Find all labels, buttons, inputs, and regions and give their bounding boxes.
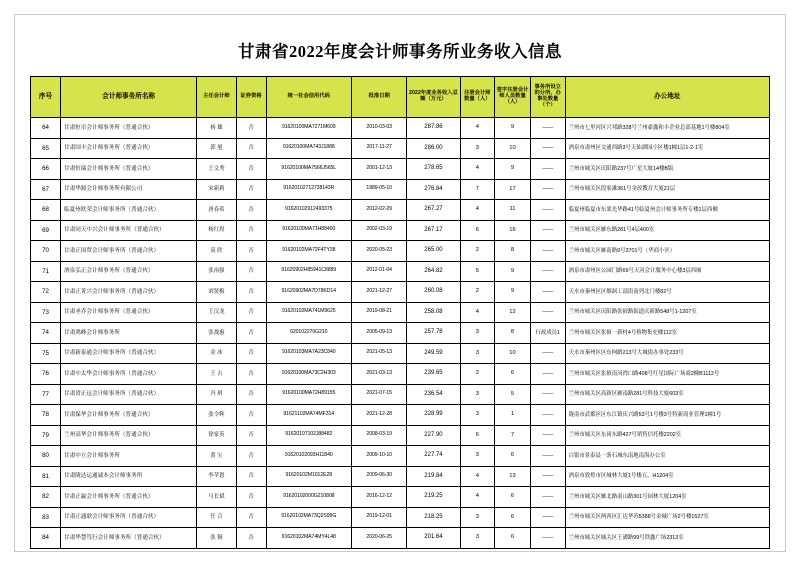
cell-approval-date: 2002-03-19 (351, 220, 406, 241)
table-row (31, 138, 770, 159)
cell-license: 否 (236, 282, 266, 303)
cell-chief-accountant: 高 欣 (197, 241, 236, 262)
cell-firm-name: 甘肃华源会计师事务所有限公司 (61, 179, 197, 200)
cell-credit-code: 91620102712738143R (266, 179, 351, 200)
cell-approval-date: 2001-12-13 (351, 159, 406, 180)
cell-branch-count: —— (530, 179, 565, 200)
cell-license: 否 (236, 179, 266, 200)
cell-office-address: 兰州市城关区高新区雁南路281号科技大厦603室 (565, 384, 769, 405)
cell-firm-name: 甘肃国丰会计师事务所（普通合伙） (61, 138, 197, 159)
cell-branch-count: —— (530, 159, 565, 180)
cell-revenue: 249.59 (407, 343, 460, 364)
cell-revenue: 287.86 (407, 118, 460, 139)
table-row (31, 200, 770, 221)
cell-chief-accountant: 冯 琪 (197, 384, 236, 405)
cell-license: 否 (236, 159, 266, 180)
cell-cpa-count: 4 (460, 159, 495, 180)
cell-branch-count: —— (530, 261, 565, 282)
cell-credit-code: 91620107102J88482 (266, 425, 351, 446)
cell-approval-date: 2008-03-19 (351, 425, 406, 446)
column-header-approval-date: 批准日期 (351, 77, 406, 118)
cell-branch-count: —— (530, 220, 565, 241)
column-header-firm-name: 会计师事务所名称 (61, 77, 197, 118)
cell-cpa-count: 3 (460, 323, 495, 344)
cell-revenue: 267.27 (407, 200, 460, 221)
column-header-office-address: 办公地址 (565, 77, 769, 118)
column-header-license: 证券资格 (236, 77, 266, 118)
cell-credit-code: 91620102000G210808 (266, 487, 351, 508)
cell-approval-date: 2021-12-27 (351, 282, 406, 303)
table-row (31, 487, 770, 508)
cell-office-address: 兰州市城关区城关区王溝路99号铁鑫广场2313室 (565, 528, 769, 549)
cell-office-address: 兰州市城关区张掖一新村4号格物集充楼112室 (565, 323, 769, 344)
table-row (31, 405, 770, 426)
cell-seq: 77 (31, 384, 61, 405)
cell-approval-date: 2009-10-10 (351, 446, 406, 467)
table-body (31, 118, 770, 549)
cell-signing-cpa-count: 6 (495, 487, 531, 508)
cell-signing-cpa-count: 8 (495, 241, 531, 262)
cell-cpa-count: 3 (460, 507, 495, 528)
cell-cpa-count: 5 (460, 261, 495, 282)
cell-cpa-count: 7 (460, 179, 495, 200)
cell-cpa-count: 3 (460, 138, 495, 159)
cell-office-address: 兰州市城关区张掖南河湾口路408号红星国际广场商2幢B1112号 (565, 364, 769, 385)
cell-license: 否 (236, 466, 266, 487)
cell-license: 否 (236, 261, 266, 282)
cell-cpa-count: 2 (460, 364, 495, 385)
cell-license: 否 (236, 200, 266, 221)
cell-revenue: 236.54 (407, 384, 460, 405)
cell-license: 否 (236, 241, 266, 262)
cell-branch-count: —— (530, 528, 565, 549)
cell-chief-accountant: 王文秀 (197, 159, 236, 180)
cell-office-address: 兰州市城关区段家滩361号金改教育大厦21层 (565, 179, 769, 200)
cell-seq: 76 (31, 364, 61, 385)
cell-branch-count: —— (530, 364, 565, 385)
cell-office-address: 白银市景泰县一条石城东南地南海办公室 (565, 446, 769, 467)
cell-signing-cpa-count: 5 (495, 384, 531, 405)
cell-seq: 70 (31, 241, 61, 262)
cell-firm-name: 甘肃正通联会计师事务所（普通合伙） (61, 507, 197, 528)
cell-chief-accountant: 徐家英 (197, 425, 236, 446)
cell-revenue: 265.00 (407, 241, 460, 262)
cell-office-address: 酒泉市敦煌市区城林大厦1号楼五、H1204室 (565, 466, 769, 487)
column-header-branch-count: 事务所设立的分所、办事处数量（个） (530, 77, 565, 118)
cell-cpa-count: 3 (460, 405, 495, 426)
cell-signing-cpa-count: 6 (495, 446, 531, 467)
table-header (31, 77, 770, 118)
cell-cpa-count: 6 (460, 220, 495, 241)
cell-revenue: 228.99 (407, 405, 460, 426)
cell-cpa-count: 3 (460, 528, 495, 549)
cell-branch-count: 行政成员1 (530, 323, 565, 344)
cell-branch-count: —— (530, 487, 565, 508)
cell-cpa-count: 2 (460, 282, 495, 303)
cell-revenue: 264.82 (407, 261, 460, 282)
cell-license: 否 (236, 323, 266, 344)
cell-seq: 68 (31, 200, 61, 221)
cell-seq: 72 (31, 282, 61, 303)
cell-chief-accountant: 杨红煜 (197, 220, 236, 241)
cell-branch-count: —— (530, 302, 565, 323)
cell-signing-cpa-count: 6 (495, 364, 531, 385)
table-row (31, 364, 770, 385)
cell-approval-date: 2009-06-30 (351, 466, 406, 487)
cell-credit-code: 91620102M1012E28 (266, 466, 351, 487)
cell-revenue: 278.65 (407, 159, 460, 180)
cell-branch-count: —— (530, 425, 565, 446)
cell-credit-code: 91620902MA7D78KD14 (266, 282, 351, 303)
cell-office-address: 兰州市城关区两西区汇达华苏5388号金城广场2号楼1527室 (565, 507, 769, 528)
cell-revenue: 201.64 (407, 528, 460, 549)
table-row (31, 220, 770, 241)
cell-seq: 67 (31, 179, 61, 200)
cell-credit-code: 91620102MA741M9625 (266, 302, 351, 323)
cell-firm-name: 甘肃保华会计师事务所（普通合伙） (61, 405, 197, 426)
cell-seq: 84 (31, 528, 61, 549)
cell-license: 否 (236, 118, 266, 139)
cell-chief-accountant: 张战惠 (197, 323, 236, 344)
table-row (31, 241, 770, 262)
cell-office-address: 酒泉市肃州区公园门路69号天河会计服务中心楼3层西厢 (565, 261, 769, 282)
cell-chief-accountant: 刘贤梅 (197, 282, 236, 303)
cell-chief-accountant: 宋新莉 (197, 179, 236, 200)
cell-chief-accountant: 任 合 (197, 507, 236, 528)
cell-approval-date: 2019-12-01 (351, 507, 406, 528)
cell-cpa-count: 3 (460, 384, 495, 405)
cell-signing-cpa-count: 1 (495, 405, 531, 426)
table-row (31, 159, 770, 180)
cell-chief-accountant: 张治强 (197, 261, 236, 282)
cell-firm-name: 甘肃中太华会计师事务所（普通合伙） (61, 364, 197, 385)
cell-firm-name: 甘肃恒瑞会计师事务所（普通合伙） (61, 159, 197, 180)
cell-office-address: 兰州市城关区庆阳路237号广星大厦14楼B版 (565, 159, 769, 180)
table-row (31, 507, 770, 528)
cell-firm-name: 甘肃正国贸会计师事务所（普通合伙） (61, 241, 197, 262)
cell-firm-name: 甘肃同天中兴会计师事务所（普通合伙） (61, 220, 197, 241)
cell-credit-code: 91620902H85941C8889 (266, 261, 351, 282)
cell-office-address: 临夏州临夏市东郊光华路41号临夏州会计师事务所专楼1层西侧 (565, 200, 769, 221)
cell-cpa-count: 4 (460, 118, 495, 139)
cell-office-address: 兰州市七里河区兴邦路328号兰州豪鑫和丰企业总部基地1号楼804室 (565, 118, 769, 139)
cell-seq: 81 (31, 466, 61, 487)
cell-revenue: 227.74 (407, 446, 460, 467)
cell-firm-name: 甘肃鸿峰会计师事务所 (61, 323, 197, 344)
cell-credit-code: 91620100MA7271M609 (266, 118, 351, 139)
page-title: 甘肃省2022年度会计师事务所业务收入信息 (238, 42, 562, 61)
cell-seq: 71 (31, 261, 61, 282)
cell-license: 否 (236, 343, 266, 364)
table-row (31, 179, 770, 200)
cell-revenue: 227.90 (407, 425, 460, 446)
cell-office-address: 酒泉市肃州区交通西路3号天仙湖园小区楼1幢1层1-2-1室 (565, 138, 769, 159)
cell-license: 否 (236, 220, 266, 241)
cell-cpa-count: 4 (460, 302, 495, 323)
cell-branch-count: —— (530, 118, 565, 139)
cell-seq: 73 (31, 302, 61, 323)
cell-approval-date: 2021-03-13 (351, 364, 406, 385)
table-row (31, 446, 770, 467)
cell-license: 否 (236, 138, 266, 159)
cell-license: 否 (236, 384, 266, 405)
cell-branch-count: —— (530, 446, 565, 467)
cell-branch-count: —— (530, 343, 565, 364)
cell-chief-accountant: 马长斌 (197, 487, 236, 508)
table-row (31, 425, 770, 446)
cell-signing-cpa-count: 13 (495, 466, 531, 487)
cell-firm-name: 甘肃正赢会计师事务所（普通合伙） (61, 487, 197, 508)
cell-revenue: 258.08 (407, 302, 460, 323)
table-header-row (31, 77, 770, 118)
cell-firm-name: 甘肃正菁兴会计师事务所（普通合伙） (61, 282, 197, 303)
cell-office-address: 天水市秦州区区东柯路213号大城街办事处233号 (565, 343, 769, 364)
cell-approval-date: 2012-01-04 (351, 261, 406, 282)
cell-seq: 69 (31, 220, 61, 241)
cell-cpa-count: 4 (460, 487, 495, 508)
cell-license: 否 (236, 507, 266, 528)
cell-revenue: 276.84 (407, 179, 460, 200)
cell-signing-cpa-count: 7 (495, 425, 531, 446)
cell-branch-count: —— (530, 241, 565, 262)
column-header-credit-code: 统一社会信用代码 (266, 77, 351, 118)
cell-chief-accountant: 黄 宝 (197, 446, 236, 467)
cell-approval-date: 2012-02-29 (351, 200, 406, 221)
cell-chief-accountant: 王汉龙 (197, 302, 236, 323)
cell-signing-cpa-count: 6 (495, 507, 531, 528)
column-header-chief-accountant: 主任会计师 (197, 77, 236, 118)
cell-firm-name: 甘肃恒卓会计师事务所（普通合伙） (61, 118, 197, 139)
cell-seq: 75 (31, 343, 61, 364)
cell-revenue: 219.84 (407, 466, 460, 487)
column-header-signing-cpa-count: 签字注册会计师人员数量（人） (495, 77, 531, 118)
cell-credit-code: 91620100MA72H89155 (266, 384, 351, 405)
cell-seq: 80 (31, 446, 61, 467)
cell-approval-date: 2021-05-13 (351, 343, 406, 364)
cell-chief-accountant: 郭 旭 (197, 138, 236, 159)
cell-branch-count: —— (530, 384, 565, 405)
table-row (31, 261, 770, 282)
cell-office-address: 陇南市武都区区东江镇庆兴路53号1号楼3号特新商业管理1幢1号 (565, 405, 769, 426)
cell-seq: 83 (31, 507, 61, 528)
cell-seq: 78 (31, 405, 61, 426)
cell-seq: 79 (31, 425, 61, 446)
cell-seq: 64 (31, 118, 61, 139)
cell-chief-accountant: 李苹恩 (197, 466, 236, 487)
cell-branch-count: —— (530, 466, 565, 487)
cell-credit-code: 91620100MA71H88400 (266, 220, 351, 241)
cell-office-address: 兰州市城关区雁南路9号3701号（华商小区） (565, 241, 769, 262)
cell-cpa-count: 4 (460, 200, 495, 221)
table-row (31, 384, 770, 405)
cell-signing-cpa-count: 10 (495, 343, 531, 364)
cell-credit-code: 91620102MA74MY4L48 (266, 528, 351, 549)
cell-signing-cpa-count: 17 (495, 179, 531, 200)
cell-approval-date: 2016-12-12 (351, 487, 406, 508)
cell-credit-code: 91620103MA7A23C840 (266, 343, 351, 364)
cell-license: 否 (236, 302, 266, 323)
cell-approval-date: 2021-12-28 (351, 405, 406, 426)
cell-chief-accountant: 杨 雄 (197, 118, 236, 139)
cell-credit-code: 91621102MA74MF314 (266, 405, 351, 426)
column-header-seq: 序号 (31, 77, 61, 118)
cell-approval-date: 2017-11-27 (351, 138, 406, 159)
cell-revenue: 239.65 (407, 364, 460, 385)
cell-office-address: 兰州市城关区雁北路南山路301号园林大厦1204室 (565, 487, 769, 508)
cell-credit-code: 91620100MA73C2H303 (266, 364, 351, 385)
cell-signing-cpa-count: 11 (495, 200, 531, 221)
cell-license: 否 (236, 487, 266, 508)
table-row (31, 118, 770, 139)
cell-firm-name: 兰州高华会计师事务所（普通合伙） (61, 425, 197, 446)
cell-revenue: 257.78 (407, 323, 460, 344)
cell-signing-cpa-count: 12 (495, 302, 531, 323)
cell-office-address: 天水市秦州区区烟洞工部街南列北门楼82号 (565, 282, 769, 303)
cell-approval-date: 2020-05-23 (351, 241, 406, 262)
cell-credit-code: 91620100MA743J1888 (266, 138, 351, 159)
cell-cpa-count: 3 (460, 446, 495, 467)
cell-license: 否 (236, 405, 266, 426)
cell-seq: 66 (31, 159, 61, 180)
cell-approval-date: 2005-09-13 (351, 323, 406, 344)
cell-revenue: 260.08 (407, 282, 460, 303)
cell-firm-name: 甘肃圣乔会计师事务所（普通合伙） (61, 302, 197, 323)
cell-branch-count: —— (530, 507, 565, 528)
cell-chief-accountant: 张 铜 (197, 528, 236, 549)
cell-firm-name: 甘肃省正远会计师事务所（普通合伙） (61, 384, 197, 405)
cell-signing-cpa-count: 9 (495, 261, 531, 282)
table-row (31, 343, 770, 364)
cell-signing-cpa-count: 9 (495, 159, 531, 180)
cell-branch-count: —— (530, 200, 565, 221)
cell-credit-code: 620102270G210 (266, 323, 351, 344)
cell-credit-code: 91620102MA73Q2S99G (266, 507, 351, 528)
cell-signing-cpa-count: 16 (495, 220, 531, 241)
cell-approval-date: 2020-06-25 (351, 528, 406, 549)
cell-signing-cpa-count: 10 (495, 138, 531, 159)
column-header-cpa-count: 注册会计师数量（人） (460, 77, 495, 118)
cell-branch-count: —— (530, 405, 565, 426)
cell-chief-accountant: 张令辉 (197, 405, 236, 426)
cell-revenue: 218.25 (407, 507, 460, 528)
cell-approval-date: 1989-05-10 (351, 179, 406, 200)
cell-seq: 65 (31, 138, 61, 159)
cell-license: 否 (236, 446, 266, 467)
cell-credit-code: 91620102912493375 (266, 200, 351, 221)
cell-approval-date: 2021-07-15 (351, 384, 406, 405)
cell-firm-name: 临夏州欣荣会计师事务所（普通合伙） (61, 200, 197, 221)
cell-firm-name: 酒泉弘正会计师事务所（普通合伙） (61, 261, 197, 282)
cell-firm-name: 甘肃陇达运通诚本会计师事务所 (61, 466, 197, 487)
cell-signing-cpa-count: 6 (495, 528, 531, 549)
cell-cpa-count: 3 (460, 343, 495, 364)
cell-office-address: 兰州市城关区庆阳路张掖路街道庆新路548号1-1207室 (565, 302, 769, 323)
column-header-revenue: 2022年度业务收入总额（万元） (407, 77, 460, 118)
cell-office-address: 兰州市城关区东岗东路427号销售信托楼2202室 (565, 425, 769, 446)
cell-firm-name: 甘肃新泰通会计师事务所（普通合伙） (61, 343, 197, 364)
cell-signing-cpa-count: 9 (495, 118, 531, 139)
cell-branch-count: —— (530, 138, 565, 159)
cell-signing-cpa-count: 8 (495, 323, 531, 344)
table-row (31, 466, 770, 487)
cell-approval-date: 2019-08-21 (351, 302, 406, 323)
cell-credit-code: 91620100MA7566J565L (266, 159, 351, 180)
revenue-table (30, 76, 770, 549)
cell-branch-count: —— (530, 282, 565, 303)
cell-cpa-count: 2 (460, 241, 495, 262)
cell-license: 否 (236, 528, 266, 549)
cell-chief-accountant: 唐春希 (197, 200, 236, 221)
cell-seq: 82 (31, 487, 61, 508)
cell-revenue: 286.00 (407, 138, 460, 159)
table-row (31, 528, 770, 549)
cell-firm-name: 甘肃华慧笃行会计师事务所（普通合伙） (61, 528, 197, 549)
cell-cpa-count: 6 (460, 425, 495, 446)
cell-firm-name: 甘肃中立会计师事务所 (61, 446, 197, 467)
cell-revenue: 267.17 (407, 220, 460, 241)
cell-chief-accountant: 王 吉 (197, 364, 236, 385)
cell-license: 否 (236, 364, 266, 385)
table-row (31, 323, 770, 344)
cell-license: 否 (236, 425, 266, 446)
cell-revenue: 219.25 (407, 487, 460, 508)
cell-chief-accountant: 金 冰 (197, 343, 236, 364)
table-row (31, 282, 770, 303)
cell-approval-date: 2010-03-03 (351, 118, 406, 139)
table-row (31, 302, 770, 323)
cell-credit-code: 91620102093H11840 (266, 446, 351, 467)
cell-signing-cpa-count: 9 (495, 282, 531, 303)
cell-credit-code: 91620102MA72F4TY38 (266, 241, 351, 262)
cell-cpa-count: 4 (460, 466, 495, 487)
table-container (0, 76, 800, 549)
cell-seq: 74 (31, 323, 61, 344)
cell-office-address: 兰州市城关区雁东路281号4层400室 (565, 220, 769, 241)
